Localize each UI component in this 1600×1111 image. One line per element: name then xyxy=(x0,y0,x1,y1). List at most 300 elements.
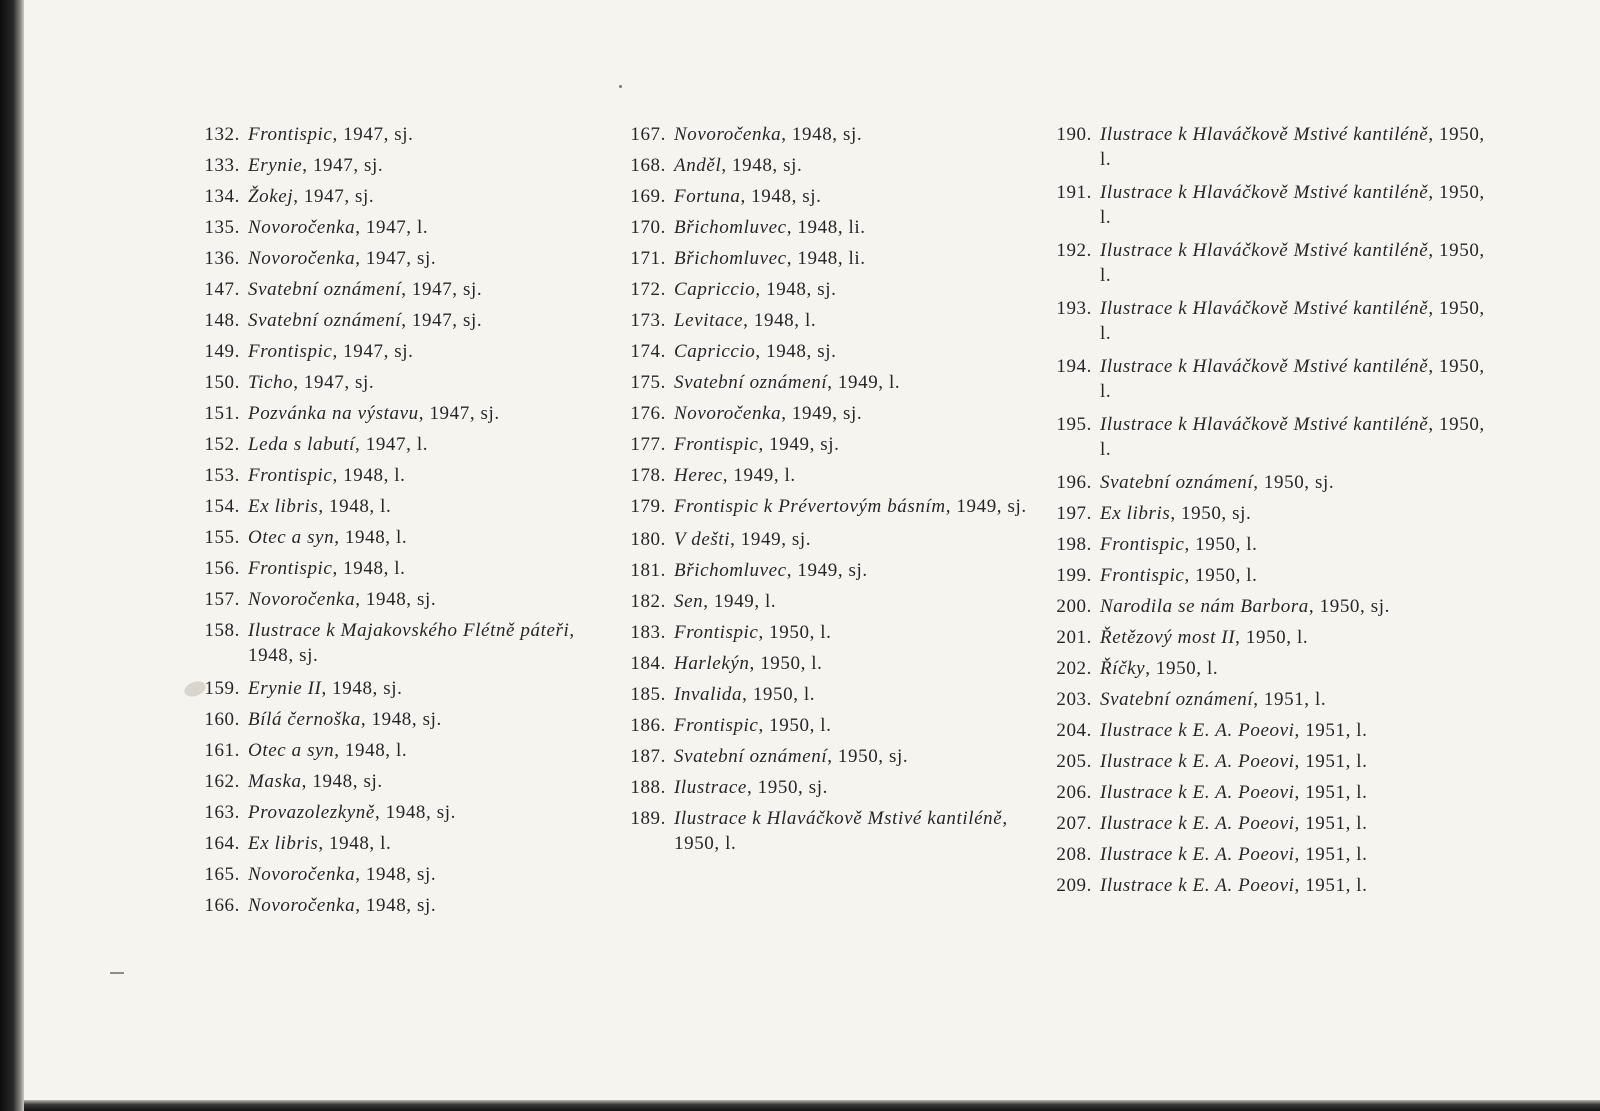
entry-text xyxy=(1100,122,1486,172)
catalog-entry xyxy=(620,806,1050,856)
entry-meta: , 1947, sj. xyxy=(302,155,384,176)
catalog-entry xyxy=(194,401,624,426)
entry-title: Leda s labutí xyxy=(248,434,356,455)
catalog-entry xyxy=(194,308,624,333)
entry-number: 203. xyxy=(1056,689,1092,710)
entry-meta: , 1948, l. xyxy=(334,740,408,761)
entry-text xyxy=(674,339,1050,364)
entry-text xyxy=(674,463,1050,488)
entry-text xyxy=(248,184,624,209)
entry-text xyxy=(674,246,1050,271)
entry-number: 182. xyxy=(630,591,666,612)
entry-title: Svatební oznámení xyxy=(674,746,828,767)
entry-text xyxy=(248,618,624,668)
entry-title: Ilustrace k Hlaváčkově Mstivé kantiléně xyxy=(1100,298,1429,319)
entry-number: 159. xyxy=(204,678,240,699)
entry-title: Frontispic xyxy=(1100,534,1185,555)
entry-meta: , 1950, l. xyxy=(1184,565,1258,586)
catalog-entry xyxy=(194,246,624,271)
entry-text xyxy=(674,277,1050,302)
entry-text xyxy=(1100,873,1486,898)
catalog-entry xyxy=(194,370,624,395)
catalog-column-3 xyxy=(1046,122,1486,904)
catalog-entry xyxy=(620,122,1050,147)
entry-text xyxy=(674,494,1050,519)
entry-meta: , 1949, l. xyxy=(703,591,777,612)
entry-text xyxy=(248,401,624,426)
entry-title: Frontispic xyxy=(1100,565,1185,586)
entry-meta: , 1951, l. xyxy=(1294,813,1368,834)
entry-meta: , 1950, l. xyxy=(1100,414,1485,460)
entry-meta: , 1947, sj. xyxy=(418,403,500,424)
entry-meta: , 1947, sj. xyxy=(332,341,414,362)
catalog-entry xyxy=(1046,501,1486,526)
entry-number: 157. xyxy=(204,589,240,610)
entry-number: 199. xyxy=(1056,565,1092,586)
entry-text xyxy=(674,308,1050,333)
entry-meta: , 1951, l. xyxy=(1294,875,1368,896)
entry-number: 148. xyxy=(204,310,240,331)
entry-number: 185. xyxy=(630,684,666,705)
entry-title: Břichomluvec xyxy=(674,248,787,269)
entry-title: Ilustrace k E. A. Poeovi xyxy=(1100,720,1295,741)
entry-title: Ex libris xyxy=(248,496,319,517)
entry-text xyxy=(674,713,1050,738)
catalog-entry xyxy=(1046,532,1486,557)
entry-title: Ilustrace k E. A. Poeovi xyxy=(1100,875,1295,896)
entry-text xyxy=(1100,238,1486,288)
entry-title: Otec a syn xyxy=(248,740,335,761)
entry-title: Novoročenka xyxy=(248,217,356,238)
entry-title: Ex libris xyxy=(248,833,319,854)
entry-number: 154. xyxy=(204,496,240,517)
entry-title: Novoročenka xyxy=(248,864,356,885)
entry-meta: , 1949, l. xyxy=(827,372,901,393)
entry-text xyxy=(1100,811,1486,836)
entry-number: 156. xyxy=(204,558,240,579)
entry-meta: , 1948, sj. xyxy=(301,771,383,792)
entry-meta: , 1947, sj. xyxy=(355,248,437,269)
entry-title: Ilustrace xyxy=(674,777,747,798)
entry-number: 132. xyxy=(204,124,240,145)
entry-meta: , 1947, sj. xyxy=(401,310,483,331)
entry-title: Svatební oznámení xyxy=(1100,472,1254,493)
entry-number: 192. xyxy=(1056,240,1092,261)
entry-title: Ilustrace k Hlaváčkově Mstivé kantiléně xyxy=(1100,124,1429,145)
entry-meta: , 1950, l. xyxy=(758,715,832,736)
entry-text xyxy=(1100,780,1486,805)
entry-number: 196. xyxy=(1056,472,1092,493)
entry-number: 136. xyxy=(204,248,240,269)
entry-text xyxy=(248,862,624,887)
entry-meta: , 1950, sj. xyxy=(827,746,909,767)
entry-text xyxy=(248,308,624,333)
entry-title: Erynie II xyxy=(248,678,322,699)
entry-meta: , 1949, sj. xyxy=(786,560,868,581)
entry-number: 158. xyxy=(204,620,240,641)
catalog-entry xyxy=(1046,296,1486,346)
entry-number: 152. xyxy=(204,434,240,455)
entry-number: 190. xyxy=(1056,124,1092,145)
entry-title: Ilustrace k Hlaváčkově Mstivé kantiléně xyxy=(1100,240,1429,261)
catalog-entry xyxy=(620,620,1050,645)
entry-title: Ilustrace k E. A. Poeovi xyxy=(1100,813,1295,834)
catalog-entry xyxy=(1046,687,1486,712)
entry-title: Ilustrace k E. A. Poeovi xyxy=(1100,751,1295,772)
entry-number: 163. xyxy=(204,802,240,823)
entry-meta: , 1948, sj. xyxy=(755,341,837,362)
entry-meta: , 1948, l. xyxy=(743,310,817,331)
catalog-entry xyxy=(620,558,1050,583)
entry-meta: , 1947, sj. xyxy=(401,279,483,300)
catalog-entry xyxy=(1046,354,1486,404)
entry-meta: , 1949, sj. xyxy=(730,529,812,550)
catalog-entry xyxy=(1046,563,1486,588)
catalog-entry xyxy=(194,676,624,701)
entry-number: 161. xyxy=(204,740,240,761)
entry-meta: , 1948, sj. xyxy=(355,864,437,885)
entry-meta: , 1948, sj. xyxy=(374,802,456,823)
entry-number: 135. xyxy=(204,217,240,238)
entry-text xyxy=(674,589,1050,614)
entry-meta: , 1948, sj. xyxy=(755,279,837,300)
catalog-entry xyxy=(194,831,624,856)
entry-number: 198. xyxy=(1056,534,1092,555)
catalog-entry xyxy=(1046,811,1486,836)
entry-meta: , 1950, sj. xyxy=(746,777,828,798)
entry-title: Harlekýn xyxy=(674,653,750,674)
entry-meta: , 1948, l. xyxy=(318,833,392,854)
catalog-entry xyxy=(194,215,624,240)
entry-title: Capriccio xyxy=(674,279,756,300)
entry-title: Levitace xyxy=(674,310,744,331)
entry-text xyxy=(1100,501,1486,526)
entry-meta: , 1948, li. xyxy=(786,248,866,269)
entry-text xyxy=(1100,718,1486,743)
entry-title: Břichomluvec xyxy=(674,560,787,581)
entry-meta: , 1948, l. xyxy=(318,496,392,517)
entry-number: 197. xyxy=(1056,503,1092,524)
entry-text xyxy=(248,122,624,147)
entry-number: 184. xyxy=(630,653,666,674)
entry-meta: , 1947, sj. xyxy=(332,124,414,145)
entry-number: 149. xyxy=(204,341,240,362)
entry-text xyxy=(674,620,1050,645)
entry-text xyxy=(248,246,624,271)
catalog-entry xyxy=(194,769,624,794)
entry-meta: , 1950, sj. xyxy=(1170,503,1252,524)
catalog-entry xyxy=(1046,412,1486,462)
entry-number: 171. xyxy=(630,248,666,269)
catalog-entry xyxy=(1046,470,1486,495)
entry-number: 201. xyxy=(1056,627,1092,648)
entry-meta: , 1948, li. xyxy=(786,217,866,238)
catalog-entry xyxy=(620,153,1050,178)
entry-number: 178. xyxy=(630,465,666,486)
entry-title: Ilustrace k E. A. Poeovi xyxy=(1100,782,1295,803)
entry-text xyxy=(674,432,1050,457)
entry-meta: , 1950, l. xyxy=(1145,658,1219,679)
entry-title: Svatební oznámení xyxy=(674,372,828,393)
entry-text xyxy=(674,744,1050,769)
entry-title: Frontispic xyxy=(674,434,759,455)
entry-number: 183. xyxy=(630,622,666,643)
entry-number: 173. xyxy=(630,310,666,331)
entry-title: Ilustrace k Hlaváčkově Mstivé kantiléně xyxy=(1100,356,1429,377)
entry-meta: , 1950, l. xyxy=(1100,298,1485,344)
entry-number: 179. xyxy=(630,496,666,517)
entry-text xyxy=(674,122,1050,147)
entry-meta: , 1947, l. xyxy=(355,217,429,238)
entry-title: Maska xyxy=(248,771,302,792)
entry-number: 206. xyxy=(1056,782,1092,803)
page-bottom-edge xyxy=(24,1100,1600,1111)
entry-meta: , 1950, l. xyxy=(1100,240,1485,286)
entry-text xyxy=(1100,749,1486,774)
entry-number: 177. xyxy=(630,434,666,455)
catalog-entry xyxy=(194,463,624,488)
entry-text xyxy=(1100,842,1486,867)
entry-title: Sen xyxy=(674,591,704,612)
entry-text xyxy=(248,556,624,581)
entry-number: 175. xyxy=(630,372,666,393)
entry-title: Otec a syn xyxy=(248,527,335,548)
entry-title: Břichomluvec xyxy=(674,217,787,238)
entry-text xyxy=(248,463,624,488)
entry-title: Řetězový most II xyxy=(1100,627,1236,648)
entry-title: Novoročenka xyxy=(248,589,356,610)
entry-number: 160. xyxy=(204,709,240,730)
entry-number: 174. xyxy=(630,341,666,362)
catalog-entry xyxy=(620,277,1050,302)
entry-title: Provazolezkyně xyxy=(248,802,375,823)
entry-meta: , 1948, sj. xyxy=(360,709,442,730)
entry-number: 151. xyxy=(204,403,240,424)
entry-title: Ex libris xyxy=(1100,503,1171,524)
catalog-column-2 xyxy=(620,122,1050,864)
entry-text xyxy=(248,893,624,918)
catalog-entry xyxy=(620,527,1050,552)
entry-text xyxy=(248,153,624,178)
entry-text xyxy=(248,215,624,240)
catalog-entry xyxy=(194,494,624,519)
entry-text xyxy=(248,525,624,550)
catalog-entry xyxy=(1046,122,1486,172)
entry-title: Frontispic xyxy=(248,558,333,579)
entry-text xyxy=(248,587,624,612)
entry-title: Ilustrace k Hlaváčkově Mstivé kantiléně xyxy=(1100,182,1429,203)
catalog-entry xyxy=(194,339,624,364)
entry-title: Svatební oznámení xyxy=(248,279,402,300)
catalog-entry xyxy=(194,800,624,825)
entry-number: 193. xyxy=(1056,298,1092,319)
entry-meta: , 1948, l. xyxy=(332,465,406,486)
catalog-entry xyxy=(1046,238,1486,288)
entry-title: Svatební oznámení xyxy=(1100,689,1254,710)
catalog-entry xyxy=(620,589,1050,614)
entry-meta: , 1947, l. xyxy=(355,434,429,455)
entry-number: 150. xyxy=(204,372,240,393)
entry-title: Svatební oznámení xyxy=(248,310,402,331)
entry-number: 208. xyxy=(1056,844,1092,865)
entry-meta: , 1948, sj. xyxy=(355,589,437,610)
entry-text xyxy=(674,775,1050,800)
catalog-entry xyxy=(194,707,624,732)
ink-dot-mark xyxy=(619,85,622,88)
entry-text xyxy=(674,527,1050,552)
entry-title: Narodila se nám Barbora xyxy=(1100,596,1309,617)
entry-text xyxy=(248,494,624,519)
book-spine-edge xyxy=(0,0,24,1111)
catalog-entry xyxy=(194,184,624,209)
entry-number: 168. xyxy=(630,155,666,176)
catalog-entry xyxy=(194,893,624,918)
entry-title: Frontispic xyxy=(248,124,333,145)
entry-number: 180. xyxy=(630,529,666,550)
entry-number: 166. xyxy=(204,895,240,916)
catalog-entry xyxy=(194,432,624,457)
entry-meta: , 1950, sj. xyxy=(1253,472,1335,493)
entry-title: Říčky xyxy=(1100,658,1146,679)
entry-text xyxy=(1100,532,1486,557)
catalog-entry xyxy=(620,494,1050,519)
catalog-entry xyxy=(194,738,624,763)
entry-meta: , 1948, l. xyxy=(334,527,408,548)
entry-title: Žokej xyxy=(248,186,294,207)
entry-meta: , 1950, l. xyxy=(1235,627,1309,648)
catalog-entry xyxy=(194,525,624,550)
entry-meta: , 1950, l. xyxy=(1100,356,1485,402)
entry-number: 164. xyxy=(204,833,240,854)
entry-text xyxy=(674,370,1050,395)
entry-text xyxy=(674,215,1050,240)
entry-number: 147. xyxy=(204,279,240,300)
entry-number: 170. xyxy=(630,217,666,238)
entry-title: Ilustrace k Majakovského Flétně páteři xyxy=(248,620,570,641)
entry-text xyxy=(248,370,624,395)
entry-meta: , 1951, l. xyxy=(1253,689,1327,710)
entry-text xyxy=(674,558,1050,583)
catalog-entry xyxy=(620,775,1050,800)
entry-number: 134. xyxy=(204,186,240,207)
entry-number: 204. xyxy=(1056,720,1092,741)
entry-title: Anděl xyxy=(674,155,722,176)
entry-meta: , 1949, l. xyxy=(722,465,796,486)
entry-title: Frontispic xyxy=(674,622,759,643)
entry-number: 186. xyxy=(630,715,666,736)
entry-meta: , 1950, l. xyxy=(1184,534,1258,555)
catalog-entry xyxy=(194,862,624,887)
entry-meta: , 1951, l. xyxy=(1294,751,1368,772)
entry-title: Frontispic k Prévertovým básním xyxy=(674,496,946,517)
entry-meta: , 1949, sj. xyxy=(758,434,840,455)
entry-text xyxy=(674,651,1050,676)
entry-text xyxy=(1100,412,1486,462)
entry-meta: , 1950, sj. xyxy=(1308,596,1390,617)
entry-title: Fortuna xyxy=(674,186,741,207)
catalog-entry xyxy=(194,153,624,178)
entry-meta: , 1948, sj. xyxy=(355,895,437,916)
entry-title: Ticho xyxy=(248,372,294,393)
entry-meta: , 1950, l. xyxy=(758,622,832,643)
catalog-entry xyxy=(1046,842,1486,867)
entry-text xyxy=(248,277,624,302)
entry-meta: , 1948, sj. xyxy=(740,186,822,207)
entry-number: 188. xyxy=(630,777,666,798)
entry-meta: , 1948, sj. xyxy=(248,620,575,666)
entry-title: Novoročenka xyxy=(674,124,782,145)
entry-title: Frontispic xyxy=(248,341,333,362)
entry-number: 195. xyxy=(1056,414,1092,435)
catalog-entry xyxy=(1046,749,1486,774)
entry-meta: , 1951, l. xyxy=(1294,782,1368,803)
entry-number: 133. xyxy=(204,155,240,176)
entry-text xyxy=(1100,296,1486,346)
entry-title: Herec xyxy=(674,465,723,486)
catalog-entry xyxy=(620,370,1050,395)
entry-title: Ilustrace k Hlaváčkově Mstivé kantiléně xyxy=(674,808,1003,829)
catalog-entry xyxy=(1046,780,1486,805)
entry-text xyxy=(674,184,1050,209)
entry-title: V dešti xyxy=(674,529,731,550)
entry-text xyxy=(674,153,1050,178)
entry-title: Frontispic xyxy=(674,715,759,736)
entry-title: Frontispic xyxy=(248,465,333,486)
entry-text xyxy=(674,682,1050,707)
entry-text xyxy=(248,769,624,794)
entry-meta: , 1950, l. xyxy=(1100,182,1485,228)
catalog-column-1 xyxy=(194,122,624,924)
entry-number: 205. xyxy=(1056,751,1092,772)
entry-title: Invalida xyxy=(674,684,743,705)
entry-number: 165. xyxy=(204,864,240,885)
entry-text xyxy=(1100,625,1486,650)
entry-title: Capriccio xyxy=(674,341,756,362)
entry-number: 209. xyxy=(1056,875,1092,896)
entry-text xyxy=(1100,180,1486,230)
entry-number: 153. xyxy=(204,465,240,486)
entry-title: Pozvánka na výstavu xyxy=(248,403,419,424)
entry-title: Erynie xyxy=(248,155,303,176)
entry-number: 191. xyxy=(1056,182,1092,203)
entry-title: Novoročenka xyxy=(248,248,356,269)
entry-text xyxy=(674,401,1050,426)
catalog-entry xyxy=(1046,594,1486,619)
entry-title: Bílá černoška xyxy=(248,709,361,730)
catalog-entry xyxy=(1046,180,1486,230)
entry-number: 207. xyxy=(1056,813,1092,834)
catalog-entry xyxy=(620,401,1050,426)
catalog-entry xyxy=(194,618,624,668)
entry-text xyxy=(248,676,624,701)
entry-text xyxy=(248,339,624,364)
catalog-entry xyxy=(194,122,624,147)
entry-meta: , 1948, sj. xyxy=(321,678,403,699)
entry-meta: , 1951, l. xyxy=(1294,844,1368,865)
entry-text xyxy=(674,806,1050,856)
entry-number: 181. xyxy=(630,560,666,581)
entry-meta: , 1950, l. xyxy=(1100,124,1485,170)
entry-title: Novoročenka xyxy=(248,895,356,916)
catalog-entry xyxy=(1046,656,1486,681)
catalog-entry xyxy=(620,246,1050,271)
entry-text xyxy=(248,800,624,825)
entry-text xyxy=(248,738,624,763)
entry-text xyxy=(1100,354,1486,404)
entry-number: 200. xyxy=(1056,596,1092,617)
catalog-entry xyxy=(194,277,624,302)
entry-text xyxy=(248,707,624,732)
